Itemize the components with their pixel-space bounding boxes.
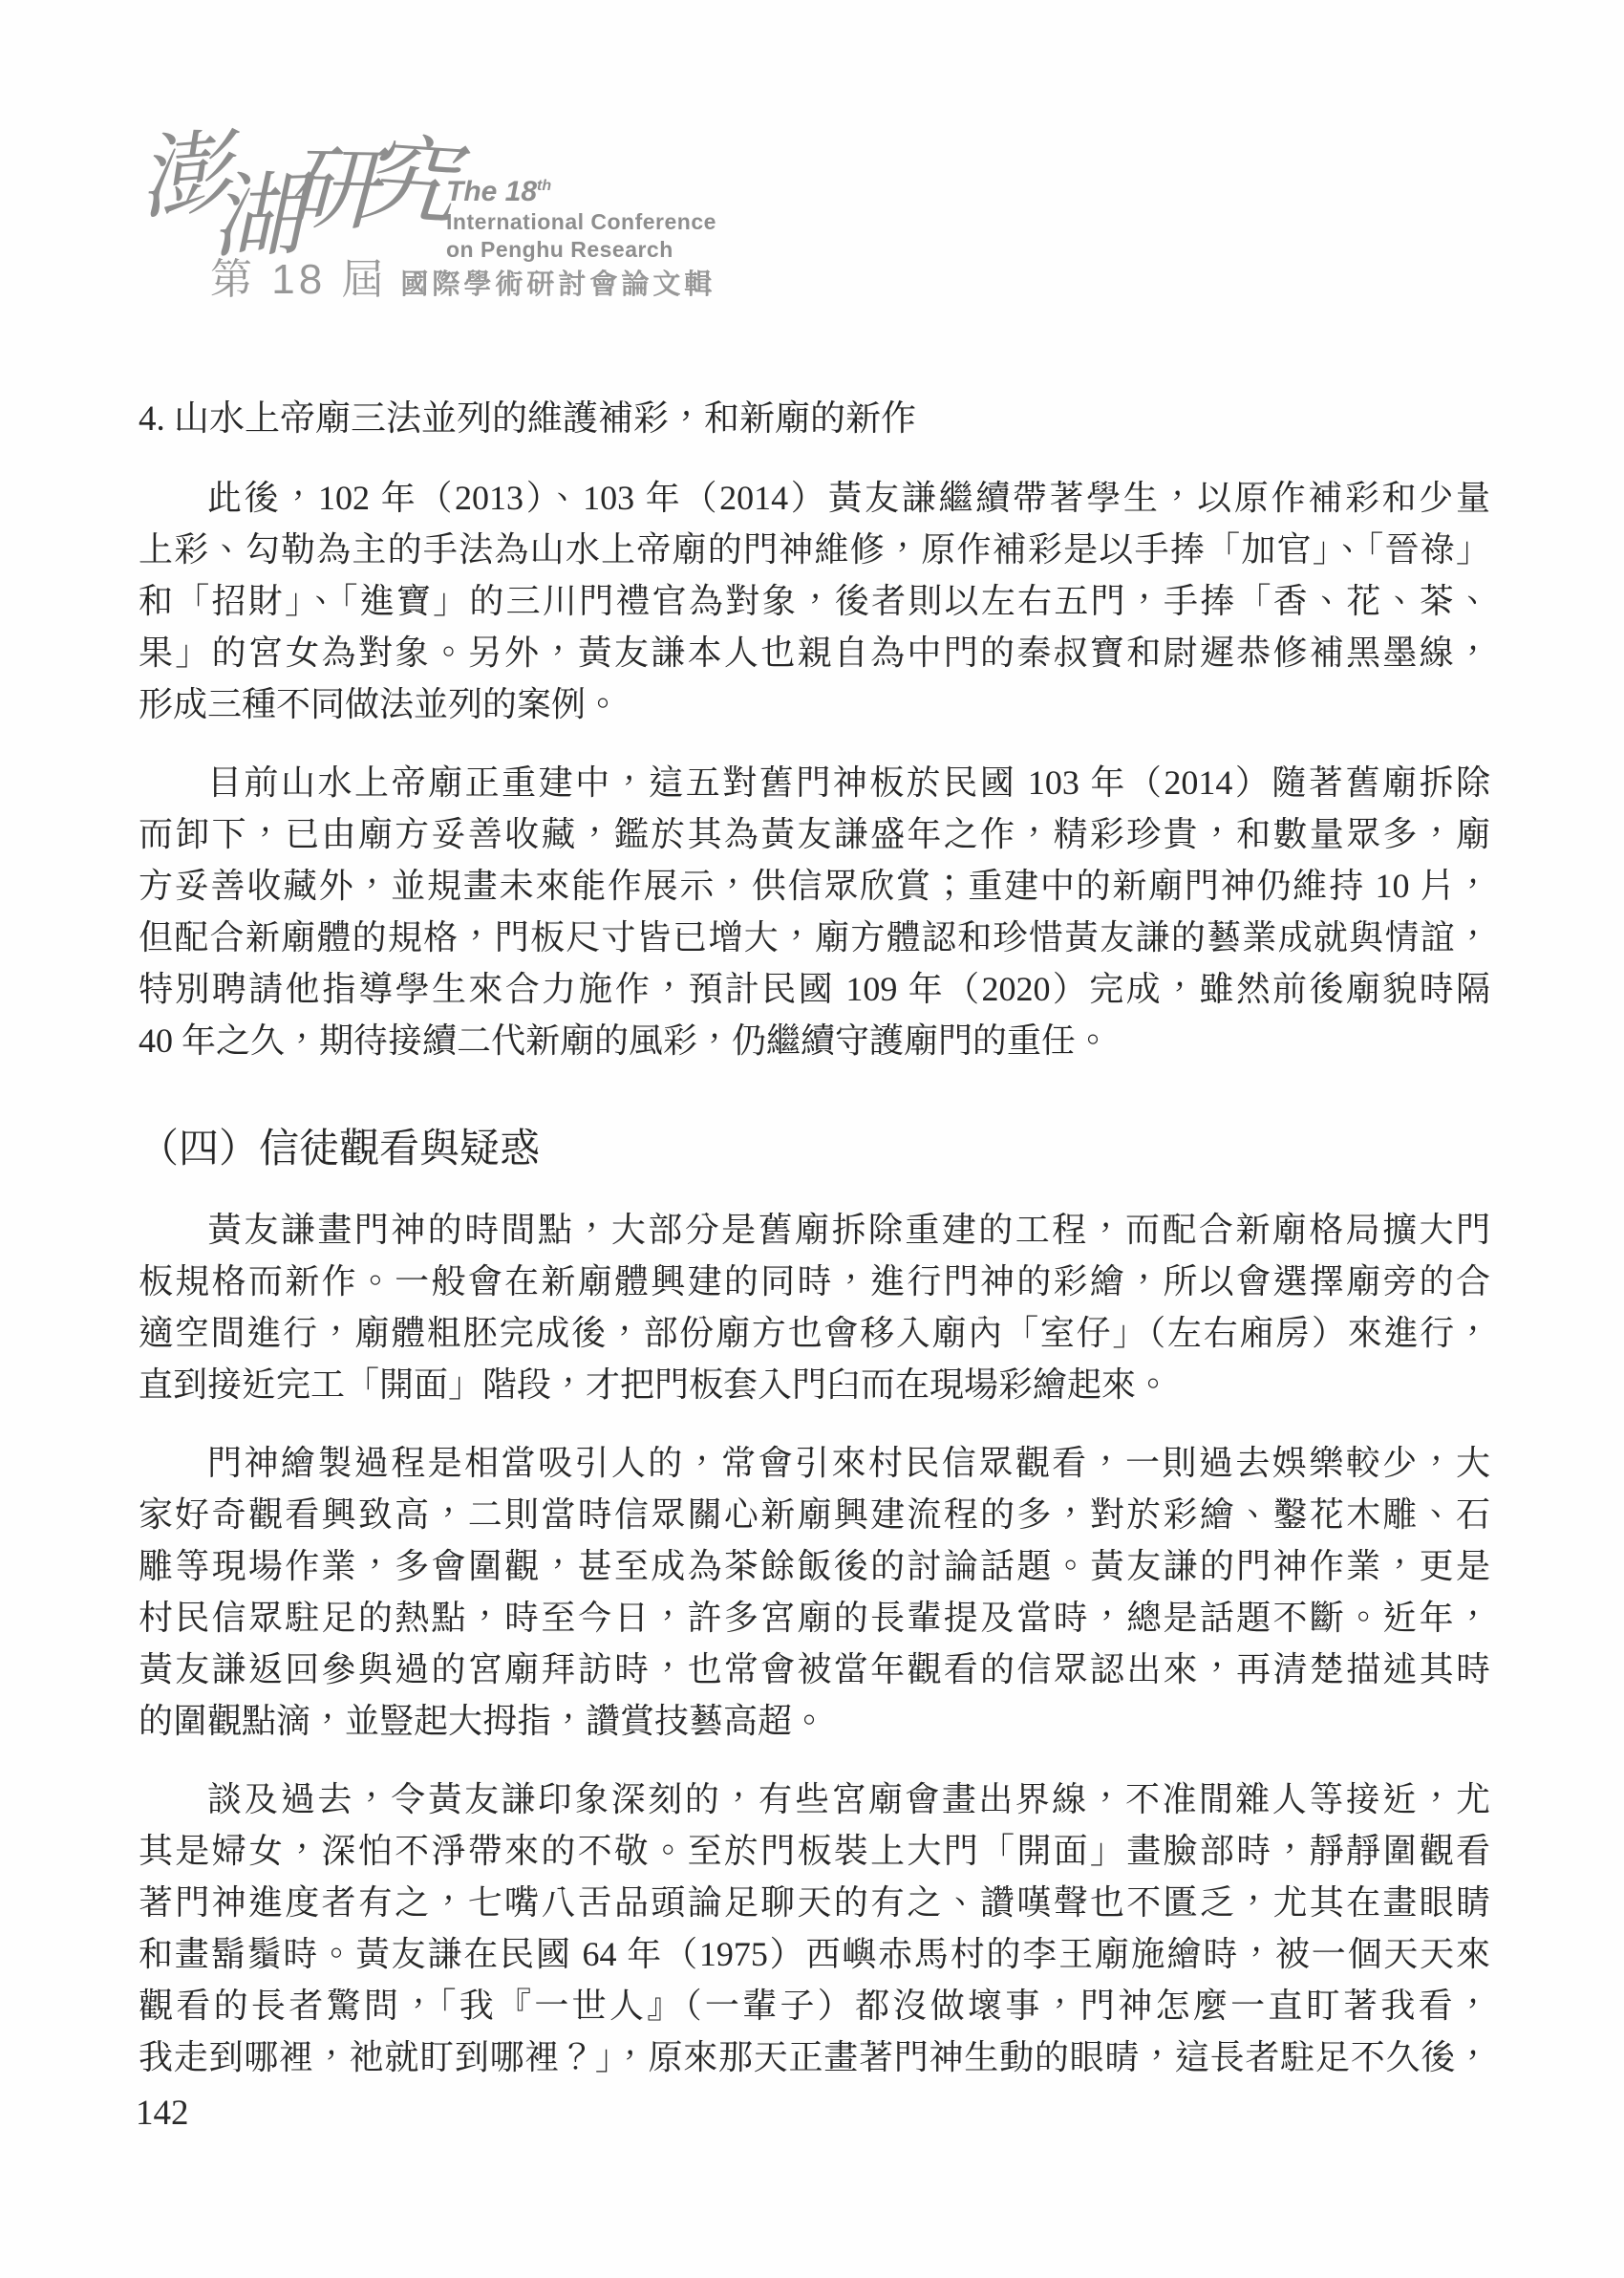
paragraph (139, 472, 1490, 730)
paragraph-line: 門神繪製過程是相當吸引人的，常會引來村民信眾觀看，一則過去娛樂較少，大 (207, 1444, 1490, 1482)
paragraph-line: 適空間進行，廟體粗胚完成後，部份廟方也會移入廟內「室仔」（左右廂房）來進行， (139, 1314, 1490, 1352)
paragraph-line: 黃友謙返回參與過的宮廟拜訪時，也常會被當年觀看的信眾認出來，再清楚描述其時 (139, 1650, 1490, 1688)
page-number: 142 (136, 2094, 189, 2133)
section-heading: （四）信徒觀看與疑惑 (139, 1128, 541, 1171)
paragraph-line: 觀看的長者驚問，「我『一世人』（一輩子）都沒做壞事，門神怎麼一直盯著我看， (139, 1987, 1490, 2025)
paragraph (139, 1773, 1490, 2083)
calligraphy-char: 研 (285, 135, 378, 244)
paragraph-line: 而卸下，已由廟方妥善收藏，鑑於其為黃友謙盛年之作，精彩珍貴，和數量眾多，廟 (139, 815, 1490, 853)
paragraph-line: 其是婦女，深怕不淨帶來的不敬。至於門板裝上大門「開面」畫臉部時，靜靜圍觀看 (139, 1832, 1490, 1870)
paragraph-line: 談及過去，令黃友謙印象深刻的，有些宮廟會畫出界線，不准閒雜人等接近，尤 (207, 1780, 1490, 1818)
conference-edition-english (446, 170, 716, 208)
edition-label: 第 18 屆 (210, 256, 388, 303)
paragraph-line: 和「招財」、「進寶」的三川門禮官為對象，後者則以左右五門，手捧「香、花、茶、 (139, 582, 1490, 620)
paragraph-line: 家好奇觀看興致高，二則當時信眾關心新廟興建流程的多，對於彩繪、鑿花木雕、石 (139, 1495, 1490, 1534)
paragraph-line: 方妥善收藏外，並規畫未來能作展示，供信眾欣賞；重建中的新廟門神仍維持 10 片， (139, 867, 1490, 905)
paragraph-line: 此後，102 年（2013）、103 年（2014）黃友謙繼續帶著學生，以原作補彩和少量 (207, 479, 1490, 517)
paragraph (139, 1204, 1490, 1410)
calligraphy-char: 澎 (134, 118, 235, 233)
paragraph-line: 上彩、勾勒為主的手法為山水上帝廟的門神維修，原作補彩是以手捧「加官」、「晉祿」 (139, 530, 1490, 569)
calligraphy-char: 湖 (209, 161, 305, 271)
paragraph-line: 直到接近完工「開面」階段，才把門板套入門臼而在現場彩繪起來。 (139, 1365, 1171, 1404)
paragraph-line: 雕等現場作業，多會圍觀，甚至成為茶餘飯後的討論話題。黃友謙的門神作業，更是 (139, 1547, 1490, 1585)
paragraph-line: 我走到哪裡，祂就盯到哪裡？」，原來那天正畫著門神生動的眼晴，這長者駐足不久後， (139, 2038, 1490, 2076)
paragraph-line: 但配合新廟體的規格，門板尺寸皆已增大，廟方體認和珍惜黃友謙的藝業成就與情誼， (139, 918, 1490, 956)
paragraph-line: 果」的宮女為對象。另外，黃友謙本人也親自為中門的秦叔寶和尉遲恭修補黑墨線， (139, 634, 1490, 672)
series-label: 國際學術研討會論文輯 (400, 269, 716, 300)
conference-edition-text: The 18 (446, 176, 538, 207)
paragraph-line: 特別聘請他指導學生來合力施作，預計民國 109 年（2020）完成，雖然前後廟貌時隔 (139, 970, 1490, 1008)
paragraph-line: 黃友謙畫門神的時間點，大部分是舊廟拆除重建的工程，而配合新廟格局擴大門 (207, 1211, 1490, 1249)
paragraph-line: 的圍觀點滴，並豎起大拇指，讚賞技藝高超。 (139, 1702, 827, 1740)
paragraph-line: 村民信眾駐足的熱點，時至今日，許多宮廟的長輩提及當時，總是話題不斷。近年， (139, 1599, 1490, 1637)
numbered-subsection-heading: 4. 山水上帝廟三法並列的維護補彩，和新廟的新作 (139, 399, 916, 439)
paragraph-line: 著門神進度者有之，七嘴八舌品頭論足聊天的有之、讚嘆聲也不匱乏，尤其在畫眼睛 (139, 1883, 1490, 1922)
proceedings-subtitle (210, 245, 716, 306)
conference-title-line: International Conference (446, 209, 716, 234)
paragraph-line: 40 年之久，期待接續二代新廟的風彩，仍繼續守護廟門的重任。 (139, 1021, 1111, 1060)
paragraph-line: 和畫鬍鬚時。黃友謙在民國 64 年（1975）西嶼赤馬村的李王廟施繪時，被一個天天來 (139, 1935, 1490, 1973)
calligraphy-char: 究 (356, 121, 459, 241)
proceedings-header (134, 118, 998, 304)
conference-title-line: on Penghu Research (446, 237, 673, 262)
paragraph-line: 板規格而新作。一般會在新廟體興建的同時，進行門神的彩繪，所以會選擇廟旁的合 (139, 1262, 1490, 1300)
ordinal-superscript: th (537, 178, 552, 194)
paragraph (139, 757, 1490, 1066)
body-text (139, 394, 1490, 2110)
paragraph (139, 1437, 1490, 1747)
paragraph-line: 形成三種不同做法並列的案例。 (139, 685, 621, 723)
paragraph-line: 目前山水上帝廟正重建中，這五對舊門神板於民國 103 年（2014）隨著舊廟拆除 (207, 763, 1490, 802)
